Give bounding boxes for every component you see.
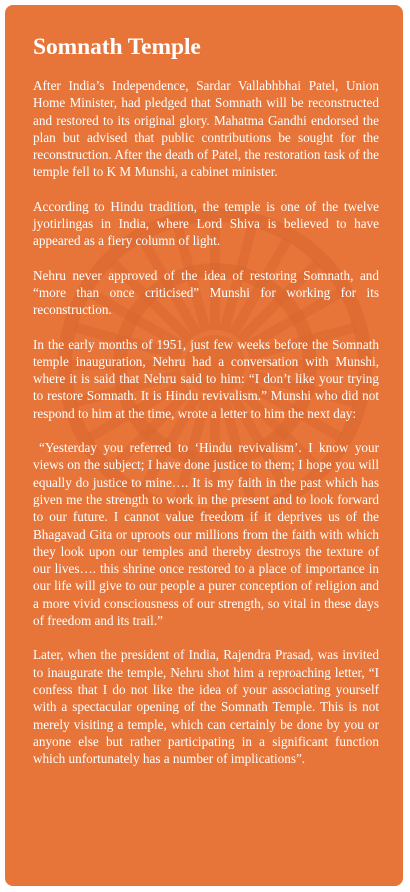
paragraph-prasad-letter: Later, when the president of India, Rajendra Prasad, was invited to inaugurate the temple, Nehru shot him a reproaching letter, “I confess that I do not like the idea of your associating yourself with a spectacular opening of the Somnath Temple. This is not merely visiting a temple, which can certainly be done by you or anyone else but rather participating in a significant function which unfortunately has a number of implications”. bbox=[33, 647, 379, 767]
paragraph-conversation: In the early months of 1951, just few weeks before the Somnath temple inauguration, Nehru had a conversation with Munshi, where it is said that Nehru said to him: “I don’t like your trying to restore Somnath. It is Hindu revivalism.” Munshi who did not respond to him at the time, wrote a letter to him the next day: bbox=[33, 336, 379, 421]
paragraph-tradition: According to Hindu tradition, the temple is one of the twelve jyotirlingas in India, where Lord Shiva is believed to have appeared as a fiery column of light. bbox=[33, 198, 379, 249]
paragraph-nehru-disapproval: Nehru never approved of the idea of restoring Somnath, and “more than once criticised” Munshi for working for its reconstruction. bbox=[33, 267, 379, 318]
sidebar-panel bbox=[5, 5, 403, 886]
paragraph-independence: After India’s Independence, Sardar Vallabhbhai Patel, Union Home Minister, had pledged that Somnath will be reconstructed and restored to its original glory. Mahatma Gandhi endorsed the plan but advised that public contributions be sought for the reconstruction. After the death of Patel, the restoration task of the temple fell to K M Munshi, a cabinet minister. bbox=[33, 78, 379, 180]
paragraph-munshi-letter: “Yesterday you referred to ‘Hindu revivalism’. I know your views on the subject; I have done justice to them; I hope you will equally do justice to mine…. It is my faith in the past which has given me the strength to work in the present and to look forward to our future. I cannot value freedom if it deprives us of the Bhagavad Gita or uproots our millions from the faith with which they look upon our temples and thereby destroys the texture of our lives…. this shrine once restored to a place of importance in our life will give to our people a purer conception of religion and a more vivid consciousness of our strength, so vital in these days of freedom and its trail.” bbox=[33, 440, 379, 629]
page-title: Somnath Temple bbox=[33, 34, 201, 60]
article bbox=[33, 33, 379, 767]
